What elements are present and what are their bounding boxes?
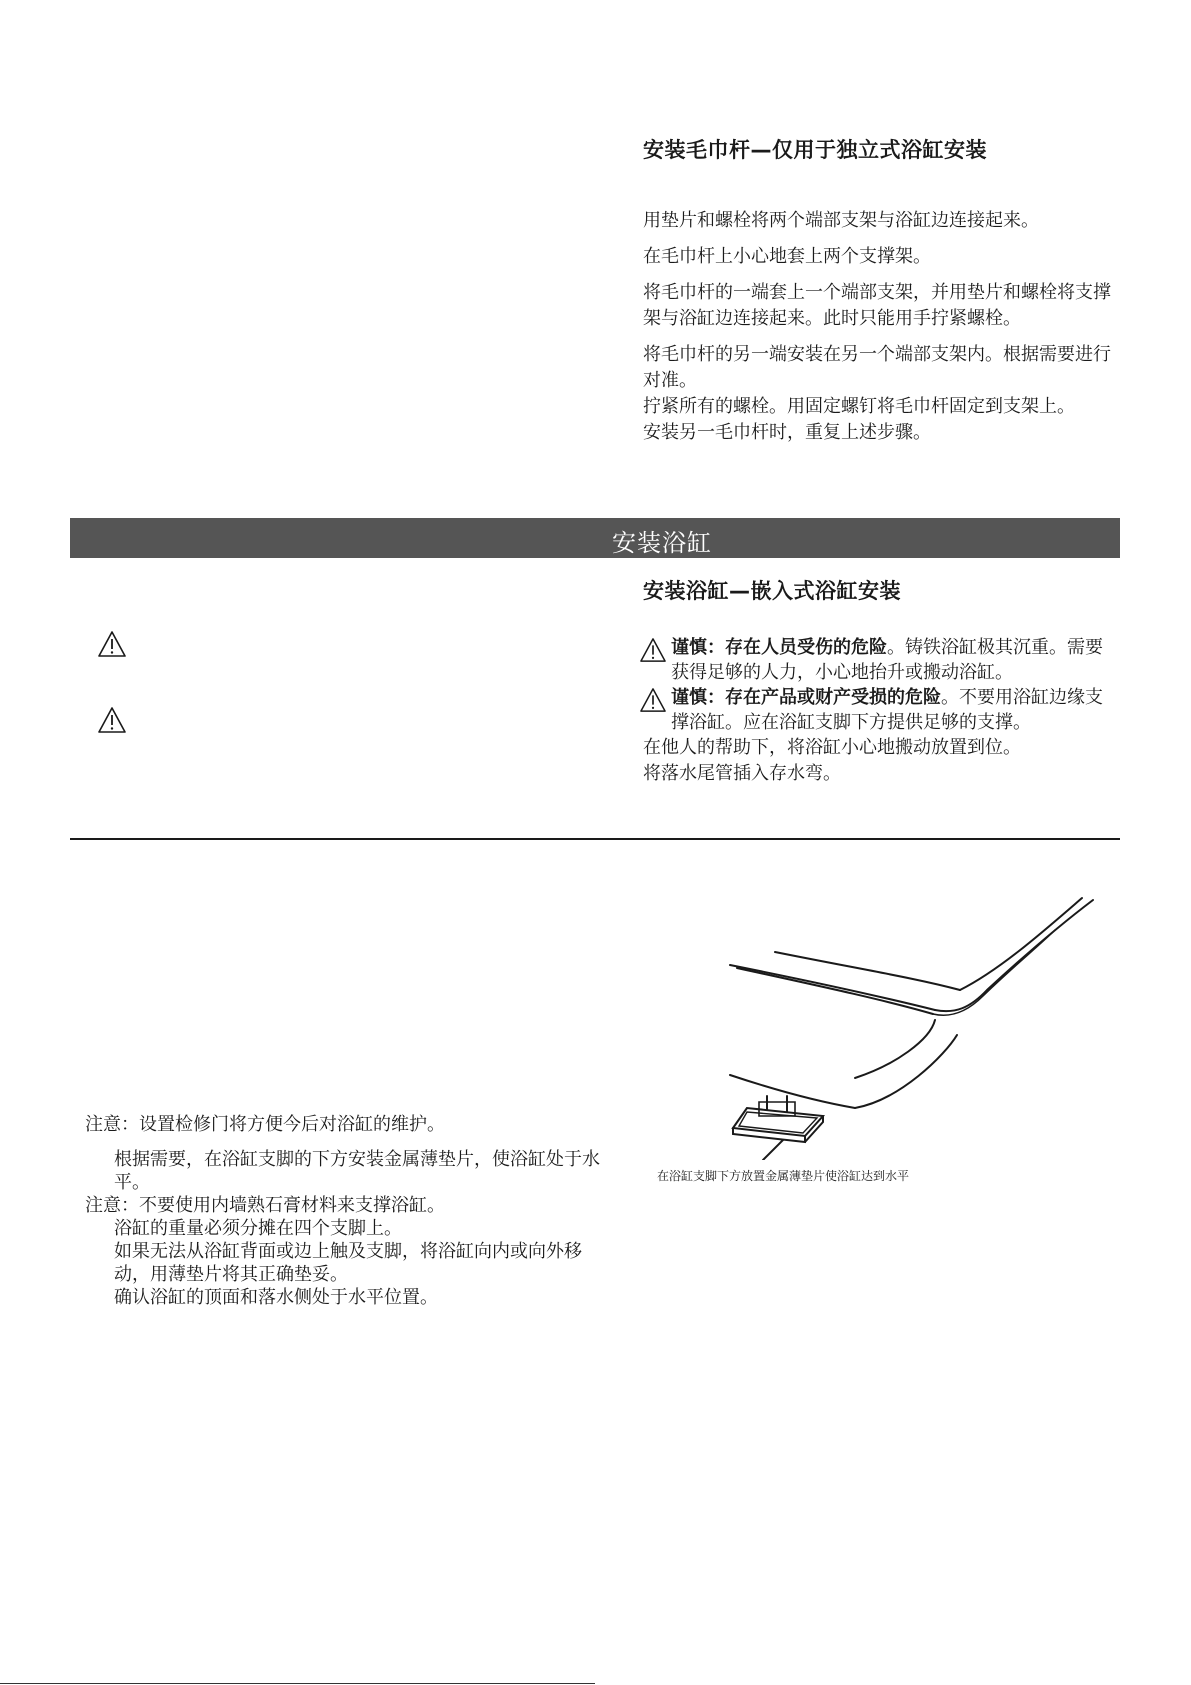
caution-injury-label: 谨慎：存在人员受伤的危险 [671, 637, 887, 658]
left-caution-icon-2 [97, 706, 127, 738]
section-band-title: 安装浴缸 [612, 529, 712, 557]
towel-bar-step-6: 安装另一毛巾杆时，重复上述步骤。 [643, 422, 931, 443]
illustration-caption: 在浴缸支脚下方放置金属薄垫片使浴缸达到水平 [657, 1169, 910, 1183]
drop-in-section [643, 575, 1113, 787]
towel-bar-step-1: 用垫片和螺栓将两个端部支架与浴缸边连接起来。 [643, 210, 1039, 231]
towel-bar-step-3: 将毛巾杆的一端套上一个端部支架，并用垫片和螺栓将支撑架与浴缸边连接起来。此时只能用手拧紧螺栓。 [643, 282, 1111, 329]
drop-in-step-1: 在他人的帮助下，将浴缸小心地搬动放置到位。 [643, 737, 1021, 758]
note-plaster [85, 1194, 605, 1217]
towel-bar-section [643, 134, 1113, 446]
warning-triangle-icon [639, 687, 667, 720]
note-access-door-text: 设置检修门将方便今后对浴缸的维护。 [139, 1114, 445, 1135]
note-access-door [85, 1113, 605, 1136]
towel-bar-step-2: 在毛巾杆上小心地套上两个支撑架。 [643, 246, 931, 267]
footer-rule [0, 1683, 595, 1684]
bathtub-foot-drawing [725, 890, 1095, 1160]
warning-triangle-icon [97, 706, 127, 734]
warning-triangle-icon [97, 630, 127, 658]
bathtub-shim-illustration [725, 890, 1095, 1164]
caution-injury-text: 。铸铁浴缸极其沉重。需要获得足够的人力，小心地抬升或搬动浴缸。 [671, 637, 1103, 683]
towel-bar-title: 安装毛巾杆—仅用于独立式浴缸安装 [643, 138, 987, 162]
caution-property [643, 685, 1113, 735]
note-plaster-text: 不要使用内墙熟石膏材料来支撑浴缸。 [139, 1195, 445, 1216]
drop-in-title: 安装浴缸—嵌入式浴缸安装 [643, 579, 901, 603]
drop-in-step-2: 将落水尾管插入存水弯。 [643, 763, 841, 784]
towel-bar-step-4: 将毛巾杆的另一端安装在另一个端部支架内。根据需要进行对准。 [643, 344, 1111, 391]
caution-injury [643, 635, 1113, 685]
leveling-step-1: 根据需要，在浴缸支脚的下方安装金属薄垫片，使浴缸处于水平。 [114, 1149, 600, 1193]
caution-property-label: 谨慎：存在产品或财产受损的危险 [671, 687, 941, 708]
note-label: 注意： [85, 1114, 139, 1135]
section-band [70, 518, 1120, 558]
note-label: 注意： [85, 1195, 139, 1216]
section-divider [70, 838, 1120, 840]
towel-bar-step-5: 拧紧所有的螺栓。用固定螺钉将毛巾杆固定到支架上。 [643, 396, 1075, 417]
leveling-step-2: 浴缸的重量必须分摊在四个支脚上。 [114, 1218, 402, 1239]
warning-triangle-icon [639, 637, 667, 670]
leveling-section [85, 1113, 605, 1309]
left-caution-icon-1 [97, 630, 127, 662]
leveling-step-4: 确认浴缸的顶面和落水侧处于水平位置。 [114, 1287, 438, 1308]
leveling-step-3: 如果无法从浴缸背面或边上触及支脚，将浴缸向内或向外移动，用薄垫片将其正确垫妥。 [114, 1241, 582, 1285]
caution-property-text: 。不要用浴缸边缘支撑浴缸。应在浴缸支脚下方提供足够的支撑。 [671, 687, 1103, 733]
